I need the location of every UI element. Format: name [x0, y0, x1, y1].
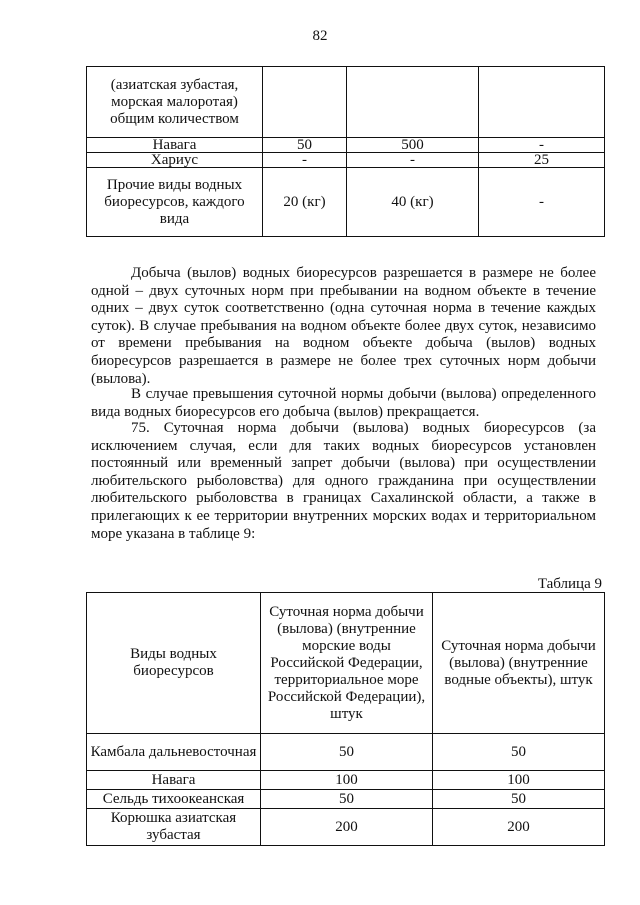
table-row	[87, 168, 605, 237]
species-cell: Прочие виды водных биоресурсов, каждого вида	[87, 168, 263, 237]
paragraph-daily-limits: Добыча (вылов) водных биоресурсов разрешается в размере не более одной – двух суточных норм при пребывании на водном объекте в течение одних – двух суток соответственно (одна суточная норма в течение каждых суток). В случае пребывания на водном объекте более двух суток, независимо от времени пребывания на водном объекте добыча (вылов) водных биоресурсов разрешается в размере не более трех суточных норм добычи (вылова).	[91, 265, 596, 387]
table-caption: Таблица 9	[537, 576, 602, 592]
norm-cell: 50	[261, 790, 433, 809]
species-cell: Навага	[87, 138, 263, 153]
norm-cell: 500	[347, 138, 479, 153]
norm-cell	[347, 67, 479, 138]
paragraph-limit-exceeded: В случае превышения суточной нормы добычи (вылова) определенного вида водных биоресурсов его добыча (вылов) прекращается.	[91, 386, 596, 420]
species-cell: (азиатская зубастая, морская малоротая) общим количеством	[87, 67, 263, 138]
norm-cell	[479, 67, 605, 138]
species-cell: Хариус	[87, 153, 263, 168]
species-cell: Сельдь тихоокеанская	[87, 790, 261, 809]
table-row	[87, 771, 605, 790]
table-row	[87, 734, 605, 771]
norm-cell: 100	[261, 771, 433, 790]
norm-cell: 25	[479, 153, 605, 168]
norm-cell: 50	[433, 790, 605, 809]
header-species: Виды водных биоресурсов	[87, 593, 261, 734]
table-row	[87, 809, 605, 846]
table-row	[87, 153, 605, 168]
norm-cell: 20 (кг)	[263, 168, 347, 237]
page-number: 82	[312, 28, 328, 44]
norm-cell: 50	[263, 138, 347, 153]
header-inland-norm: Суточная норма добычи (вылова) (внутренние водные объекты), штук	[433, 593, 605, 734]
species-cell: Корюшка азиатская зубастая	[87, 809, 261, 846]
norm-cell: -	[347, 153, 479, 168]
species-norms-table-continued	[86, 66, 605, 237]
paragraph-clause-75: 75. Суточная норма добычи (вылова) водных биоресурсов (за исключением случая, если для таких водных биоресурсов установлен постоянный или временный запрет добычи (вылова) при осуществлении любительского рыболовства) для одного гражданина при осуществлении любительского рыболовства в границах Сахалинской области, а также в прилегающих к ее территории внутренних морских водах и территориальном море указана в таблице 9:	[91, 420, 596, 542]
norm-cell: 50	[261, 734, 433, 771]
norm-cell: 200	[261, 809, 433, 846]
norm-cell: -	[479, 138, 605, 153]
norm-cell: 40 (кг)	[347, 168, 479, 237]
norm-cell	[263, 67, 347, 138]
table-row	[87, 67, 605, 138]
norm-cell: 50	[433, 734, 605, 771]
table-header-row	[87, 593, 605, 734]
species-cell: Камбала дальневосточная	[87, 734, 261, 771]
table-9	[86, 592, 605, 846]
species-cell: Навага	[87, 771, 261, 790]
header-sea-norm: Суточная норма добычи (вылова) (внутренние морские воды Российской Федерации, территориальное море Российской Федерации), штук	[261, 593, 433, 734]
norm-cell: 100	[433, 771, 605, 790]
table-row	[87, 138, 605, 153]
norm-cell: 200	[433, 809, 605, 846]
norm-cell: -	[479, 168, 605, 237]
norm-cell: -	[263, 153, 347, 168]
table-row	[87, 790, 605, 809]
